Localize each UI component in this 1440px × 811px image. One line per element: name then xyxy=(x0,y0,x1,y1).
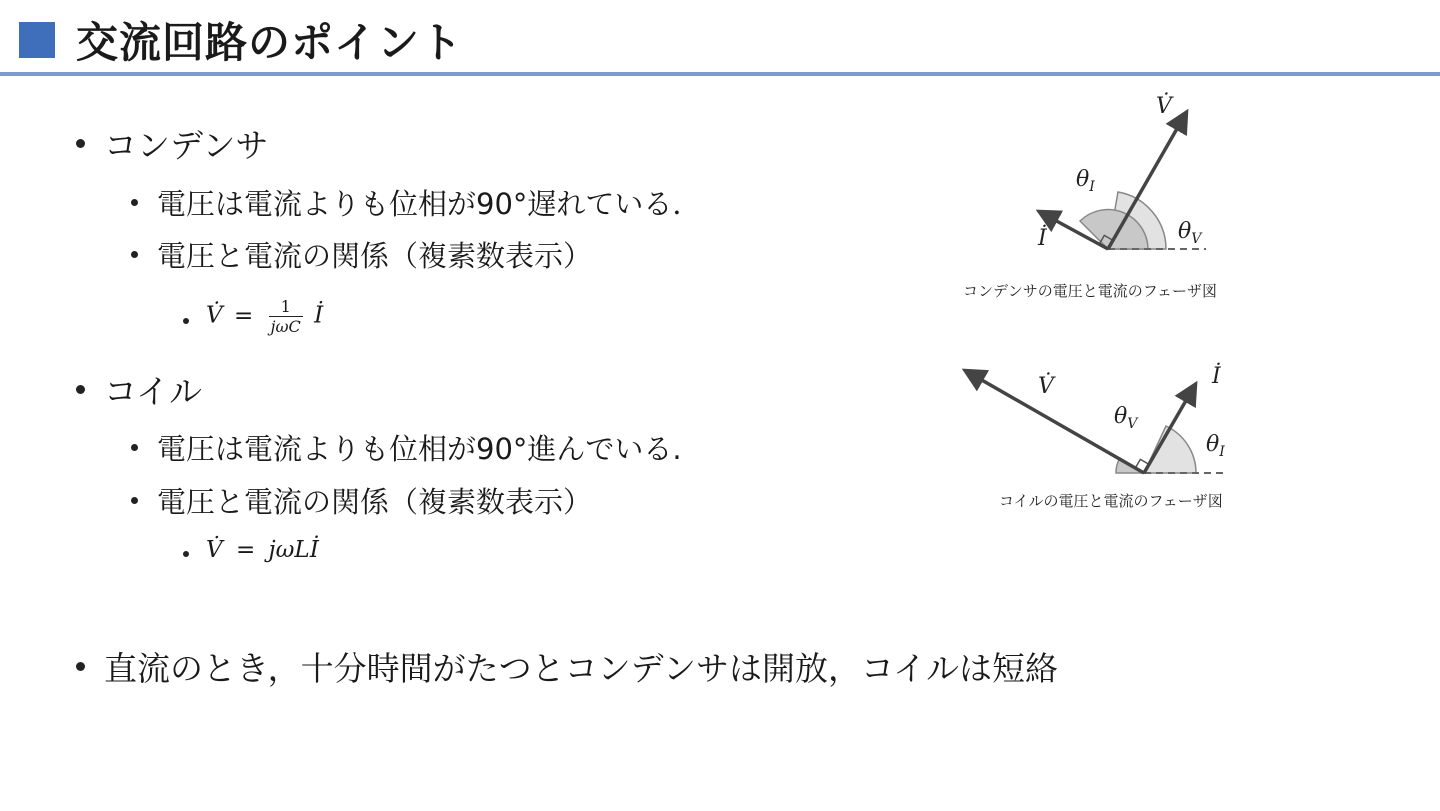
inductor-phase-point: 電圧は電流よりも位相が90°進んでいる. xyxy=(157,432,682,466)
inductor-formula xyxy=(206,537,319,563)
formula-lhs: V̇ xyxy=(206,537,223,563)
bullet-dot xyxy=(131,444,138,451)
capacitor-diagram-caption: コンデンサの電圧と電流のフェーザ図 xyxy=(963,282,1217,300)
inductor-diagram-caption: コイルの電圧と電流のフェーザ図 xyxy=(999,492,1223,510)
capacitor-phase-point: 電圧は電流よりも位相が90°遅れている． xyxy=(157,187,702,221)
bullet-dot xyxy=(76,662,85,671)
bullet-dot xyxy=(131,497,138,504)
inductor-heading: コイル xyxy=(104,372,203,411)
formula-fraction xyxy=(269,297,303,336)
theta-i-arc xyxy=(1144,426,1196,473)
formula-numerator: 1 xyxy=(269,297,303,317)
formula-equals: = xyxy=(233,302,254,329)
theta-i-label: $\theta_I$ xyxy=(1206,432,1225,460)
bullet-dot xyxy=(76,139,85,148)
capacitor-relation-point: 電圧と電流の関係（複素数表示） xyxy=(157,239,593,273)
title-accent-square xyxy=(19,22,55,58)
formula-lhs: V̇ xyxy=(206,302,223,329)
formula-rhs: İ xyxy=(314,302,324,329)
bullet-dot xyxy=(183,318,189,324)
page-title: 交流回路のポイント xyxy=(76,18,464,67)
voltage-label: V̇ xyxy=(1156,94,1172,119)
formula-equals: = xyxy=(235,537,256,563)
formula-rhs: jωLİ xyxy=(268,537,319,563)
theta-v-label: $\theta_V$ xyxy=(1178,219,1202,247)
bullet-dot xyxy=(131,251,138,258)
inductor-phasor-diagram xyxy=(950,355,1250,495)
bullet-dot xyxy=(131,199,138,206)
inductor-relation-point: 電圧と電流の関係（複素数表示） xyxy=(157,485,593,519)
voltage-label: V̇ xyxy=(1038,374,1054,399)
theta-i-label: $\theta_I$ xyxy=(1076,167,1095,195)
capacitor-formula xyxy=(206,297,323,336)
summary-point: 直流のとき，十分時間がたつとコンデンサは開放，コイルは短絡 xyxy=(104,649,1059,688)
current-label: İ xyxy=(1212,364,1221,389)
bullet-dot xyxy=(76,385,85,394)
capacitor-phasor-diagram xyxy=(1020,85,1260,265)
theta-v-label: $\theta_V$ xyxy=(1114,404,1138,432)
current-label: İ xyxy=(1038,226,1047,251)
capacitor-heading: コンデンサ xyxy=(104,126,269,165)
bullet-dot xyxy=(183,551,189,557)
formula-denominator: jωC xyxy=(270,317,301,336)
title-rule xyxy=(0,72,1440,76)
